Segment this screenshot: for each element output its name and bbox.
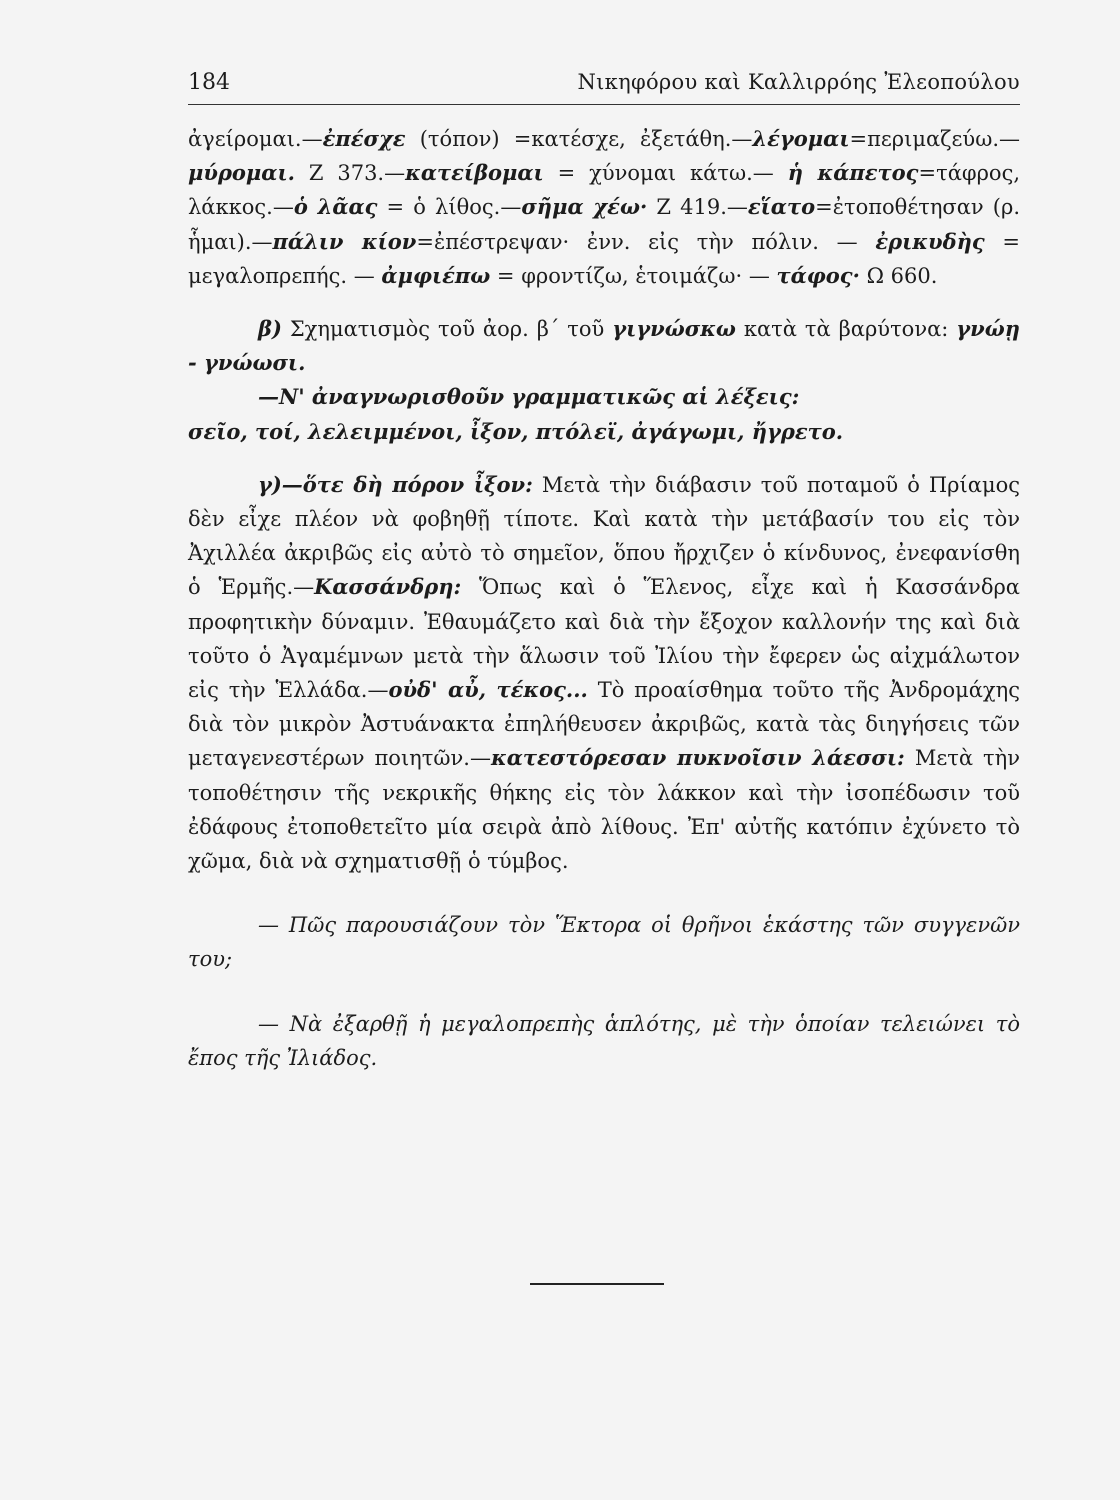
running-title: Νικηφόρου καὶ Καλλιρρόης Ἐλεοπούλου [577,70,1020,94]
glossary-paragraph: ἀγείρομαι.—ἐπέσχε (τόπον) =κατέσχε, ἐξετάθη.—λέγομαι=περιμαζεύω.—μύρομαι. Ζ 373.—κατείβομαι = χύνομαι κάτω.— ἡ κάπετος=τάφρος, λάκκος.—ὁ λᾶας = ὁ λίθος.—σῆμα χέω· Ζ 419.—εἵατο=ἐτοποθέτησαν (ρ. ἧμαι).—πάλιν κίον=ἐπέστρεψαν· ἐνν. εἰς τὴν πόλιν. — ἐρικυδὴς = μεγαλοπρεπής. — ἀμφιέπω = φροντίζω, ἑτοιμάζω· — τάφος· Ω 660. [188,126,1021,288]
question-2: — Νὰ ἐξαρθῇ ἡ μεγαλοπρεπὴς ἁπλότης, μὲ τὴν ὁποίαν τελειώνει τὸ ἔπος τῆς Ἰλιάδος. [188,1011,1020,1070]
page-number: 184 [188,70,230,95]
question-1: — Πῶς παρουσιάζουν τὸν Ἕκτορα οἱ θρῆνοι ἑκάστης τῶν συγγενῶν του; [188,913,1020,972]
grammar-paragraph: β) Σχηματισμὸς τοῦ ἀορ. β΄ τοῦ γιγνώσκω κατὰ τὰ βαρύτονα: γνώῃ - γνώωσι. [188,316,1020,376]
section-label-b: β) [258,316,282,342]
page-header [188,64,1020,105]
commentary-paragraph: γ)—ὅτε δὴ πόρον ἶξον: Μετὰ τὴν διάβασιν τοῦ ποταμοῦ ὁ Πρίαμος δὲν εἶχε πλέον νὰ φοβηθῇ τίποτε. Καὶ κατὰ τὴν μετάβασίν του εἰς τὸν Ἀχιλλέα ἀκριβῶς εἰς αὐτὸ τὸ σημεῖον, ὅπου ἤρχιζεν ὁ κίνδυνος, ἐνεφανίσθη ὁ Ἑρμῆς.—Κασσάνδρη: Ὅπως καὶ ὁ Ἕλενος, εἶχε καὶ ἡ Κασσάνδρα προφητικὴν δύναμιν. Ἐθαυμάζετο καὶ διὰ τὴν ἔξοχον καλλονήν της καὶ διὰ τοῦτο ὁ Ἀγαμέμνων μετὰ τὴν ἅλωσιν τοῦ Ἰλίου τὴν ἔφερεν ὡς αἰχμάλωτον εἰς τὴν Ἑλλάδα.—οὐδ' αὖ, τέκος... Τὸ προαίσθημα τοῦτο τῆς Ἀνδρομάχης διὰ τὸν μικρὸν Ἀστυάνακτα ἐπηλήθευσεν ἀκριβῶς, κατὰ τὰς διηγήσεις τῶν μεταγενεστέρων ποιητῶν.—κατεστόρεσαν πυκνοῖσιν λάεσσι: Μετὰ τὴν τοποθέτησιν τῆς νεκρικῆς θήκης εἰς τὸν λάκκον καὶ τὴν ἰσοπέδωσιν τοῦ ἐδάφους ἐτοποθετεῖτο μία σειρὰ ἀπὸ λίθους. Ἐπ' αὐτῆς κατόπιν ἐχύνετο τὸ χῶμα, διὰ νὰ σχηματισθῇ ὁ τύμβος. [188,471,1021,874]
section-label-c: γ)—ὅτε δὴ πόρον ἶξον: [258,471,533,497]
body-text [188,122,1020,1075]
end-rule [530,1283,664,1285]
exercise-paragraph: —Ν' ἀναγνωρισθοῦν γραμματικῶς αἱ λέξεις: [258,384,800,410]
exercise-words: σεῖο, τοί, λελειμμένοι, ἶξον, πτόλεϊ, ἀγάγωμι, ἤγρετο. [188,418,844,444]
